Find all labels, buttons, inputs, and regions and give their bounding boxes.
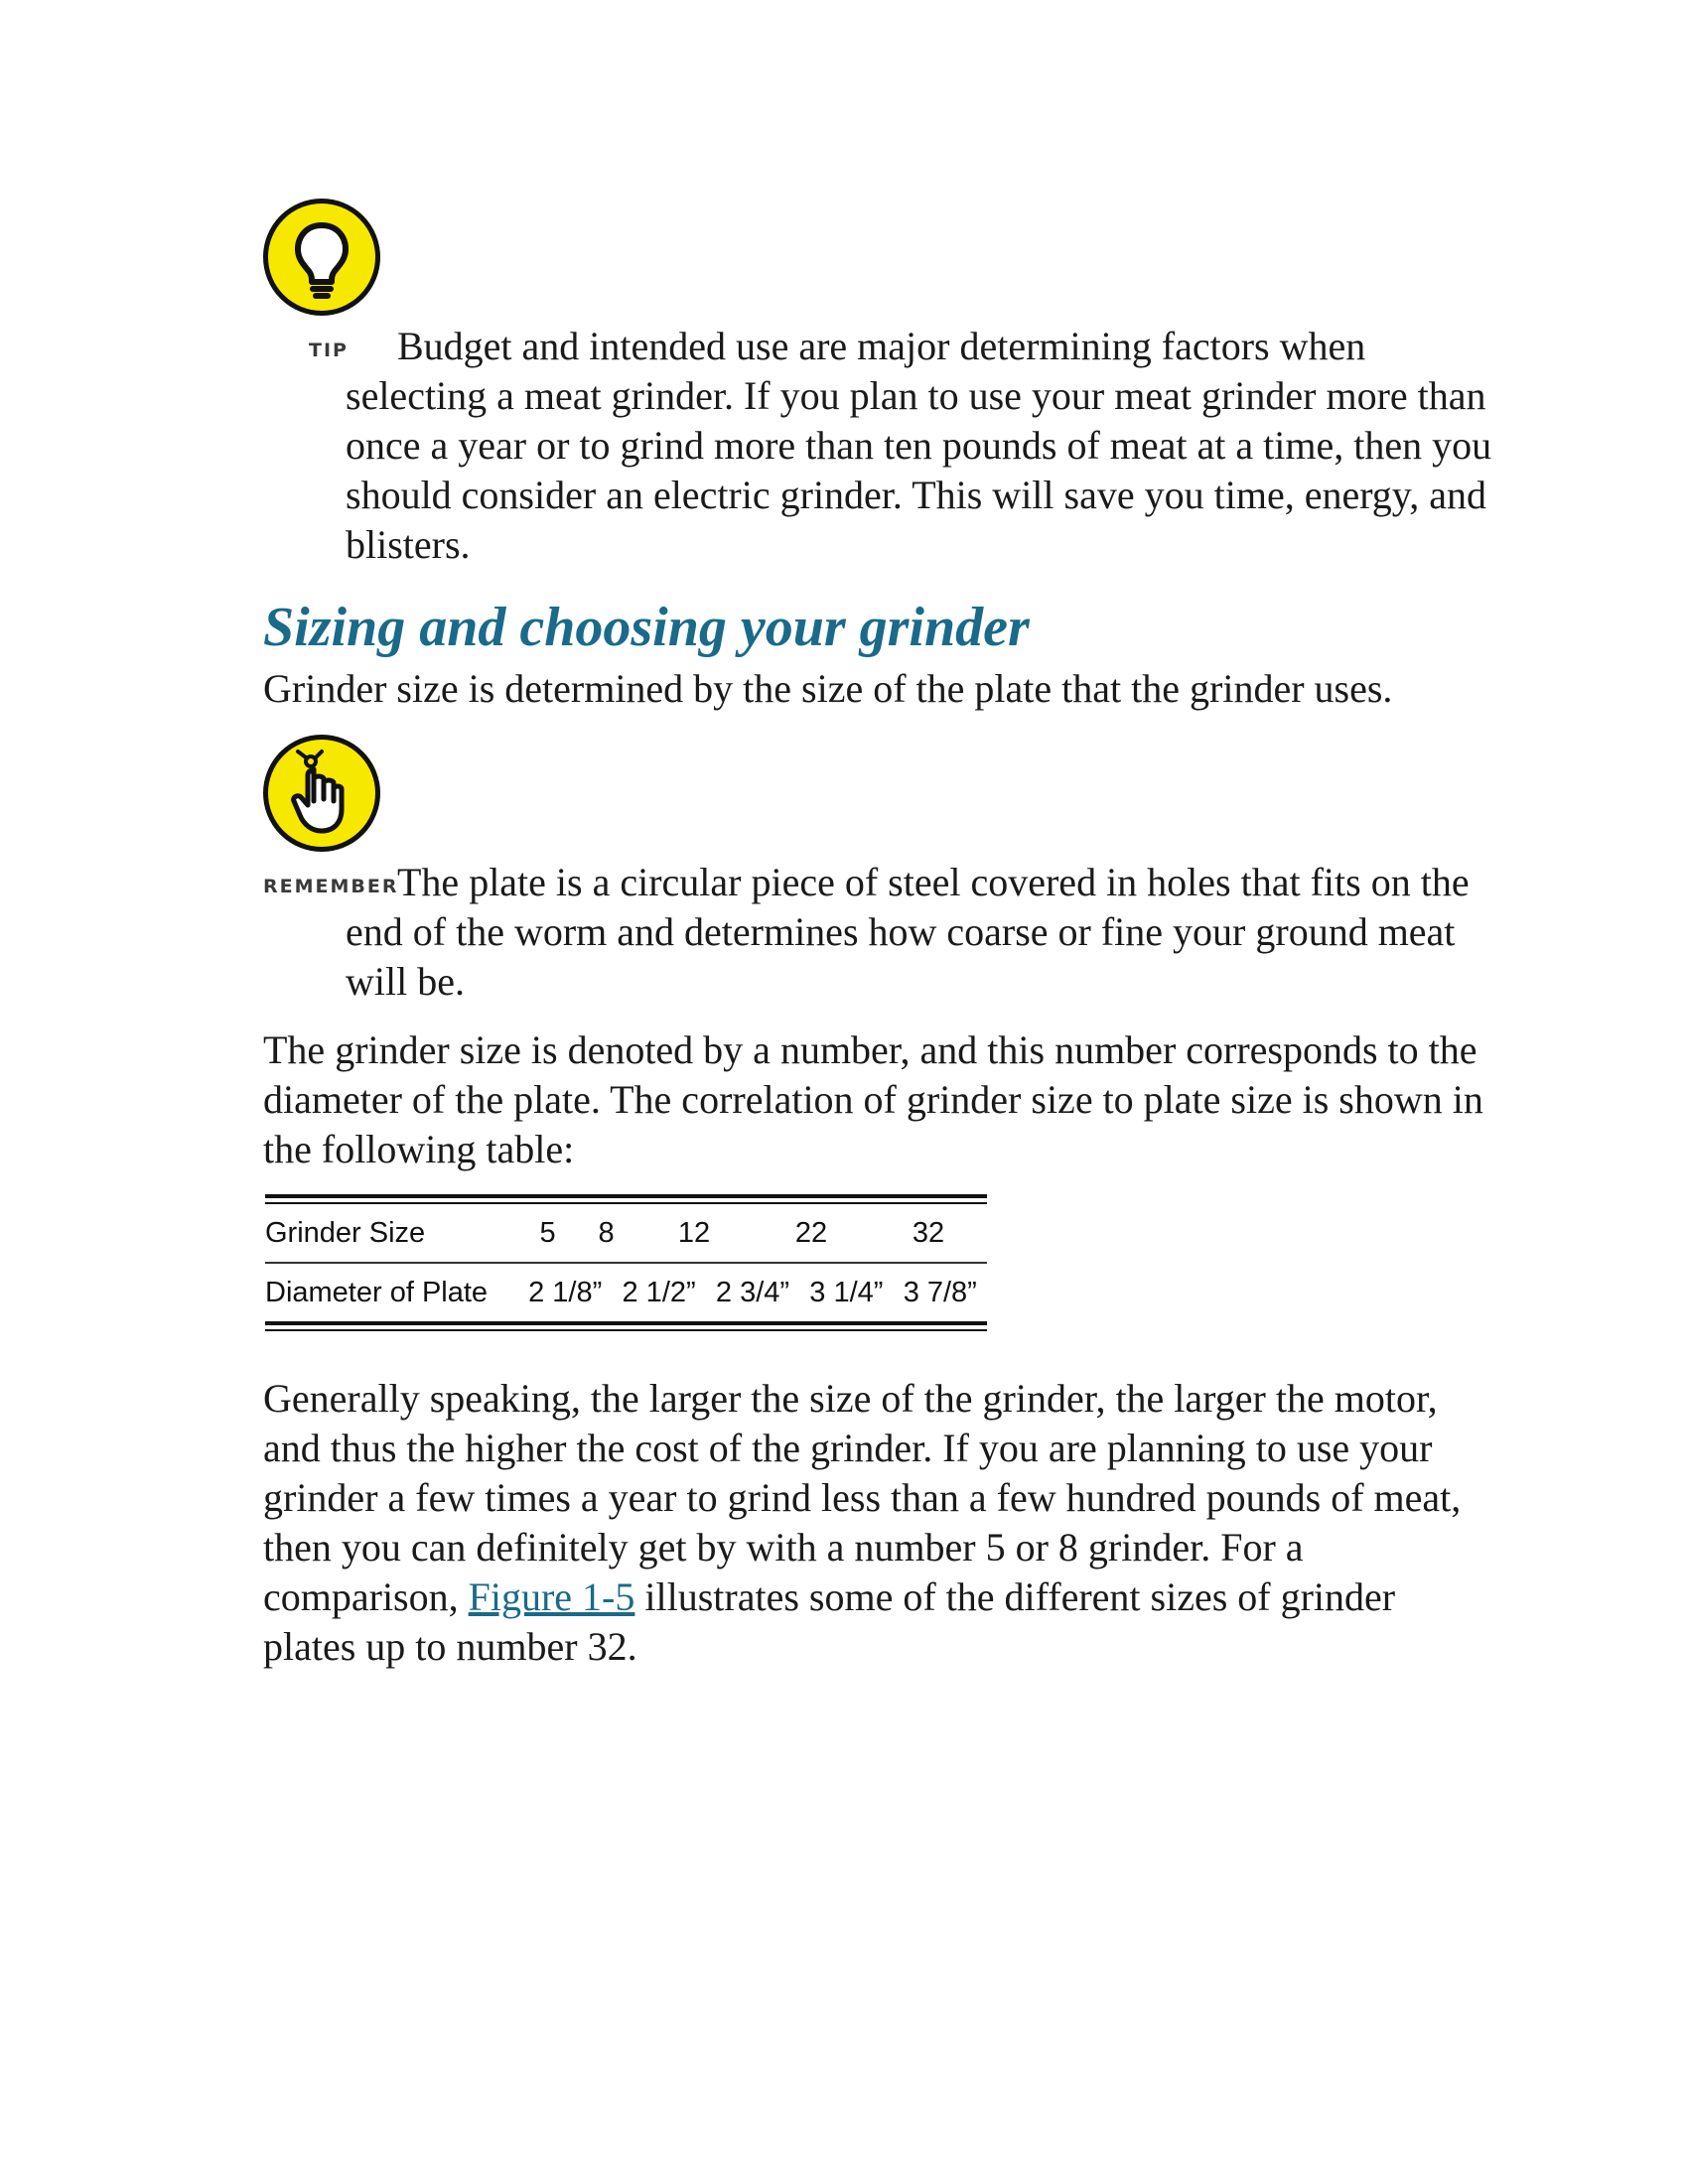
table-bottom-rule <box>265 1321 987 1331</box>
table-cell: 3 1/4” <box>809 1276 884 1308</box>
table-cell: 22 <box>794 1216 828 1249</box>
table-intro-paragraph: The grinder size is denoted by a number, and this number corresponds to the diameter of the plate. The correlation of grinder size to plate size is shown in the following table: <box>263 1027 1483 1171</box>
table-row-header: Grinder Size <box>265 1216 426 1249</box>
section-intro: Grinder size is determined by the size of the plate that the grinder uses. <box>263 666 1393 711</box>
table-cell: 12 <box>677 1216 711 1249</box>
remember-label: REMEMBER <box>263 876 399 897</box>
closing-paragraph <box>263 1374 1494 1672</box>
finger-string-icon <box>263 735 380 852</box>
table-cell: 8 <box>598 1216 615 1249</box>
table-top-rule <box>265 1194 987 1204</box>
table-row <box>265 1204 987 1262</box>
table-row <box>265 1264 987 1321</box>
closing-text-after-link: illustrates some of the different sizes of grinder plates up to number 32. <box>263 1574 1396 1669</box>
table-cell: 2 3/4” <box>715 1276 790 1308</box>
lightbulb-icon <box>263 199 380 316</box>
table-cell: 2 1/8” <box>528 1276 603 1308</box>
table-cell: 3 7/8” <box>903 1276 977 1308</box>
table-cell: 32 <box>912 1216 945 1249</box>
tip-label: TIP <box>309 340 349 361</box>
table-row-header: Diameter of Plate <box>265 1276 489 1308</box>
table-cell: 2 1/2” <box>622 1276 696 1308</box>
section-heading: Sizing and choosing your grinder <box>263 597 1030 658</box>
tip-text: Budget and intended use are major determining factors when selecting a meat grinder. If you plan to use your meat grinder more than once a year or to grind more than ten pounds of meat at a time, then you should consider an electric grinder. This will save you time, energy, and blisters. <box>346 324 1492 567</box>
closing-text-before-link: Generally speaking, the larger the size of the grinder, the larger the motor, and thus the higher the cost of the grinder. If you are planning to use your grinder a few times a year to grind less than a few hundred pounds of meat, then you can definitely get by with a number 5 or 8 grinder. For a comparison, <box>263 1376 1462 1619</box>
table-cell: 5 <box>539 1216 556 1249</box>
remember-text: The plate is a circular piece of steel covered in holes that fits on the end of the worm and determines how coarse or fine your ground meat will be. <box>346 860 1470 1004</box>
figure-link[interactable]: Figure 1-5 <box>468 1574 635 1619</box>
grinder-size-table <box>265 1194 987 1331</box>
